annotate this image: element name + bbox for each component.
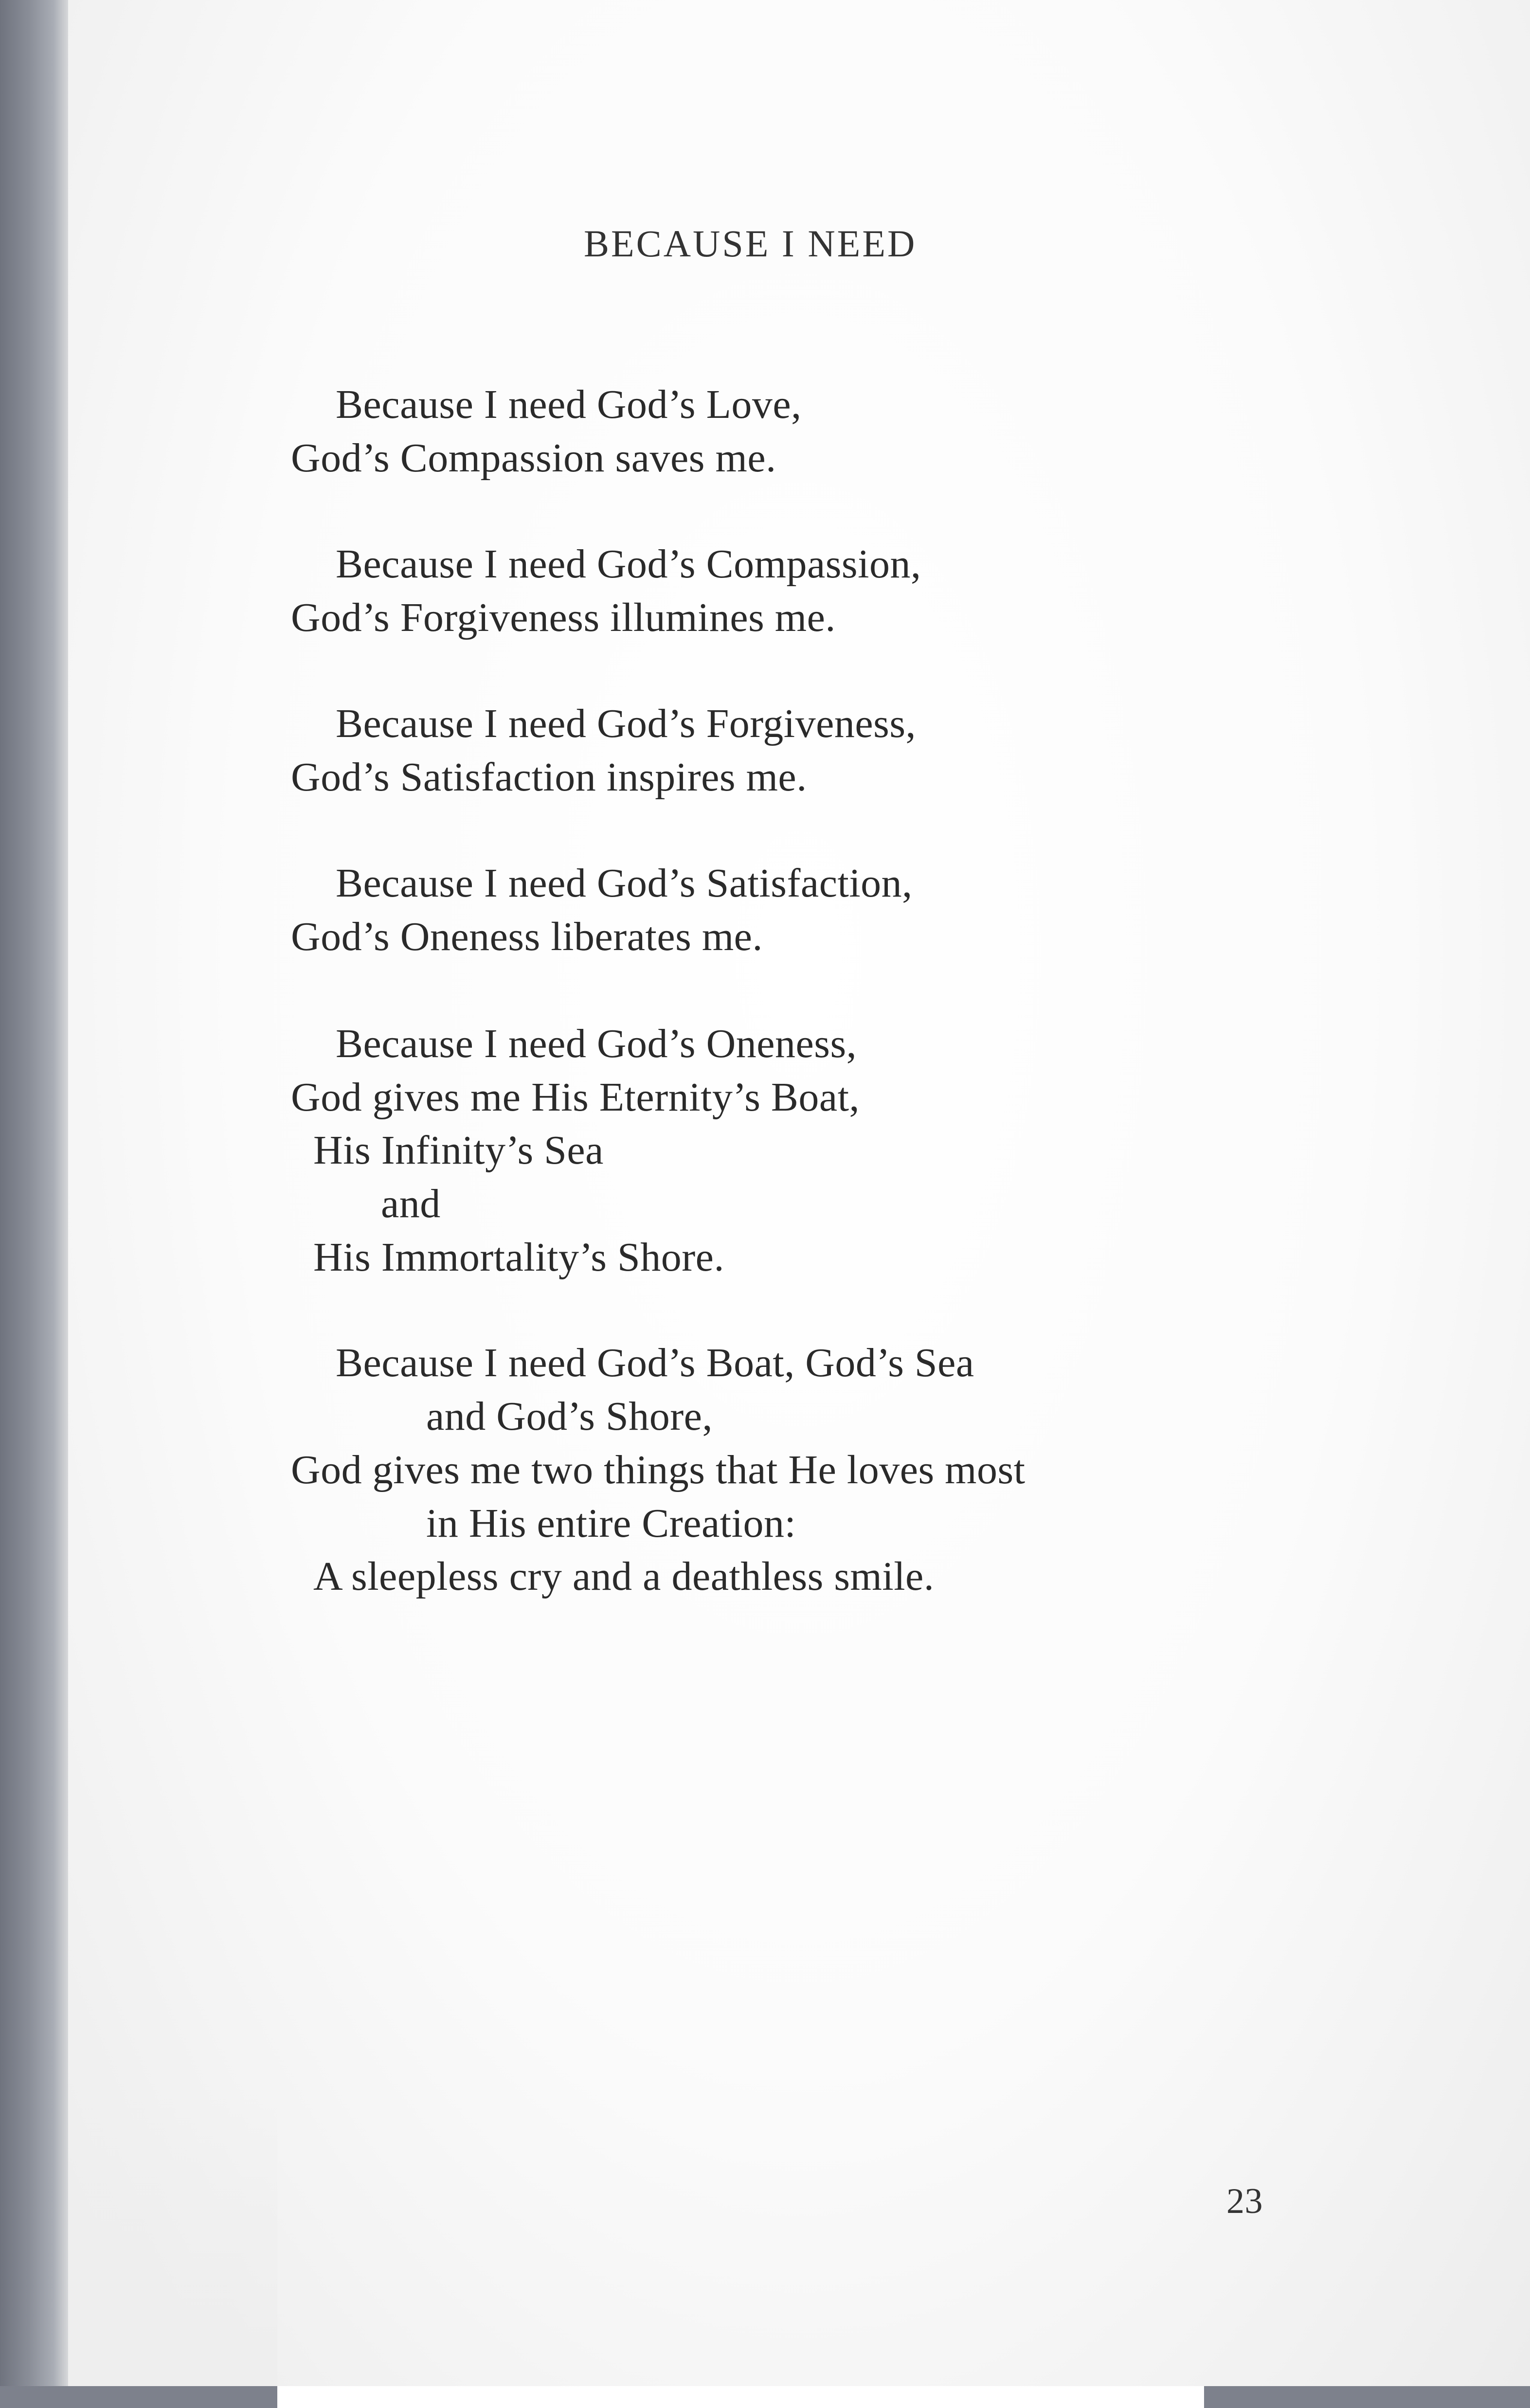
poem-line: God’s Oneness liberates me. bbox=[291, 914, 763, 959]
poem-title: BECAUSE I NEED bbox=[584, 222, 917, 265]
poem-line: God gives me His Eternity’s Boat, bbox=[291, 1075, 860, 1120]
poem-line: and God’s Shore, bbox=[426, 1394, 713, 1439]
poem-line: His Immortality’s Shore. bbox=[313, 1235, 724, 1280]
page-shadow bbox=[68, 2092, 277, 2386]
poem-line: His Infinity’s Sea bbox=[313, 1128, 604, 1173]
poem-line: Because I need God’s Boat, God’s Sea bbox=[336, 1340, 974, 1385]
poem-line: Because I need God’s Oneness, bbox=[336, 1021, 857, 1066]
poem-line: God gives me two things that He loves most bbox=[291, 1447, 1026, 1492]
poem-line: God’s Forgiveness illumines me. bbox=[291, 595, 836, 640]
book-page bbox=[68, 0, 1530, 2386]
poem-line: God’s Compassion saves me. bbox=[291, 435, 776, 481]
scan-edge-bottom-left bbox=[0, 2386, 277, 2408]
poem-line: Because I need God’s Compassion, bbox=[336, 541, 921, 587]
poem-line: Because I need God’s Love, bbox=[336, 382, 802, 427]
poem-line: in His entire Creation: bbox=[426, 1501, 796, 1546]
poem-line: and bbox=[381, 1181, 441, 1226]
poem-line: God’s Satisfaction inspires me. bbox=[291, 755, 807, 800]
poem-line: Because I need God’s Forgiveness, bbox=[336, 701, 917, 746]
page-number: 23 bbox=[1226, 2181, 1263, 2221]
poem-line: Because I need God’s Satisfaction, bbox=[336, 861, 913, 906]
scan-edge-bottom-right bbox=[1204, 2386, 1530, 2408]
poem-line: A sleepless cry and a deathless smile. bbox=[313, 1554, 935, 1599]
scan-edge-left bbox=[0, 0, 68, 2408]
